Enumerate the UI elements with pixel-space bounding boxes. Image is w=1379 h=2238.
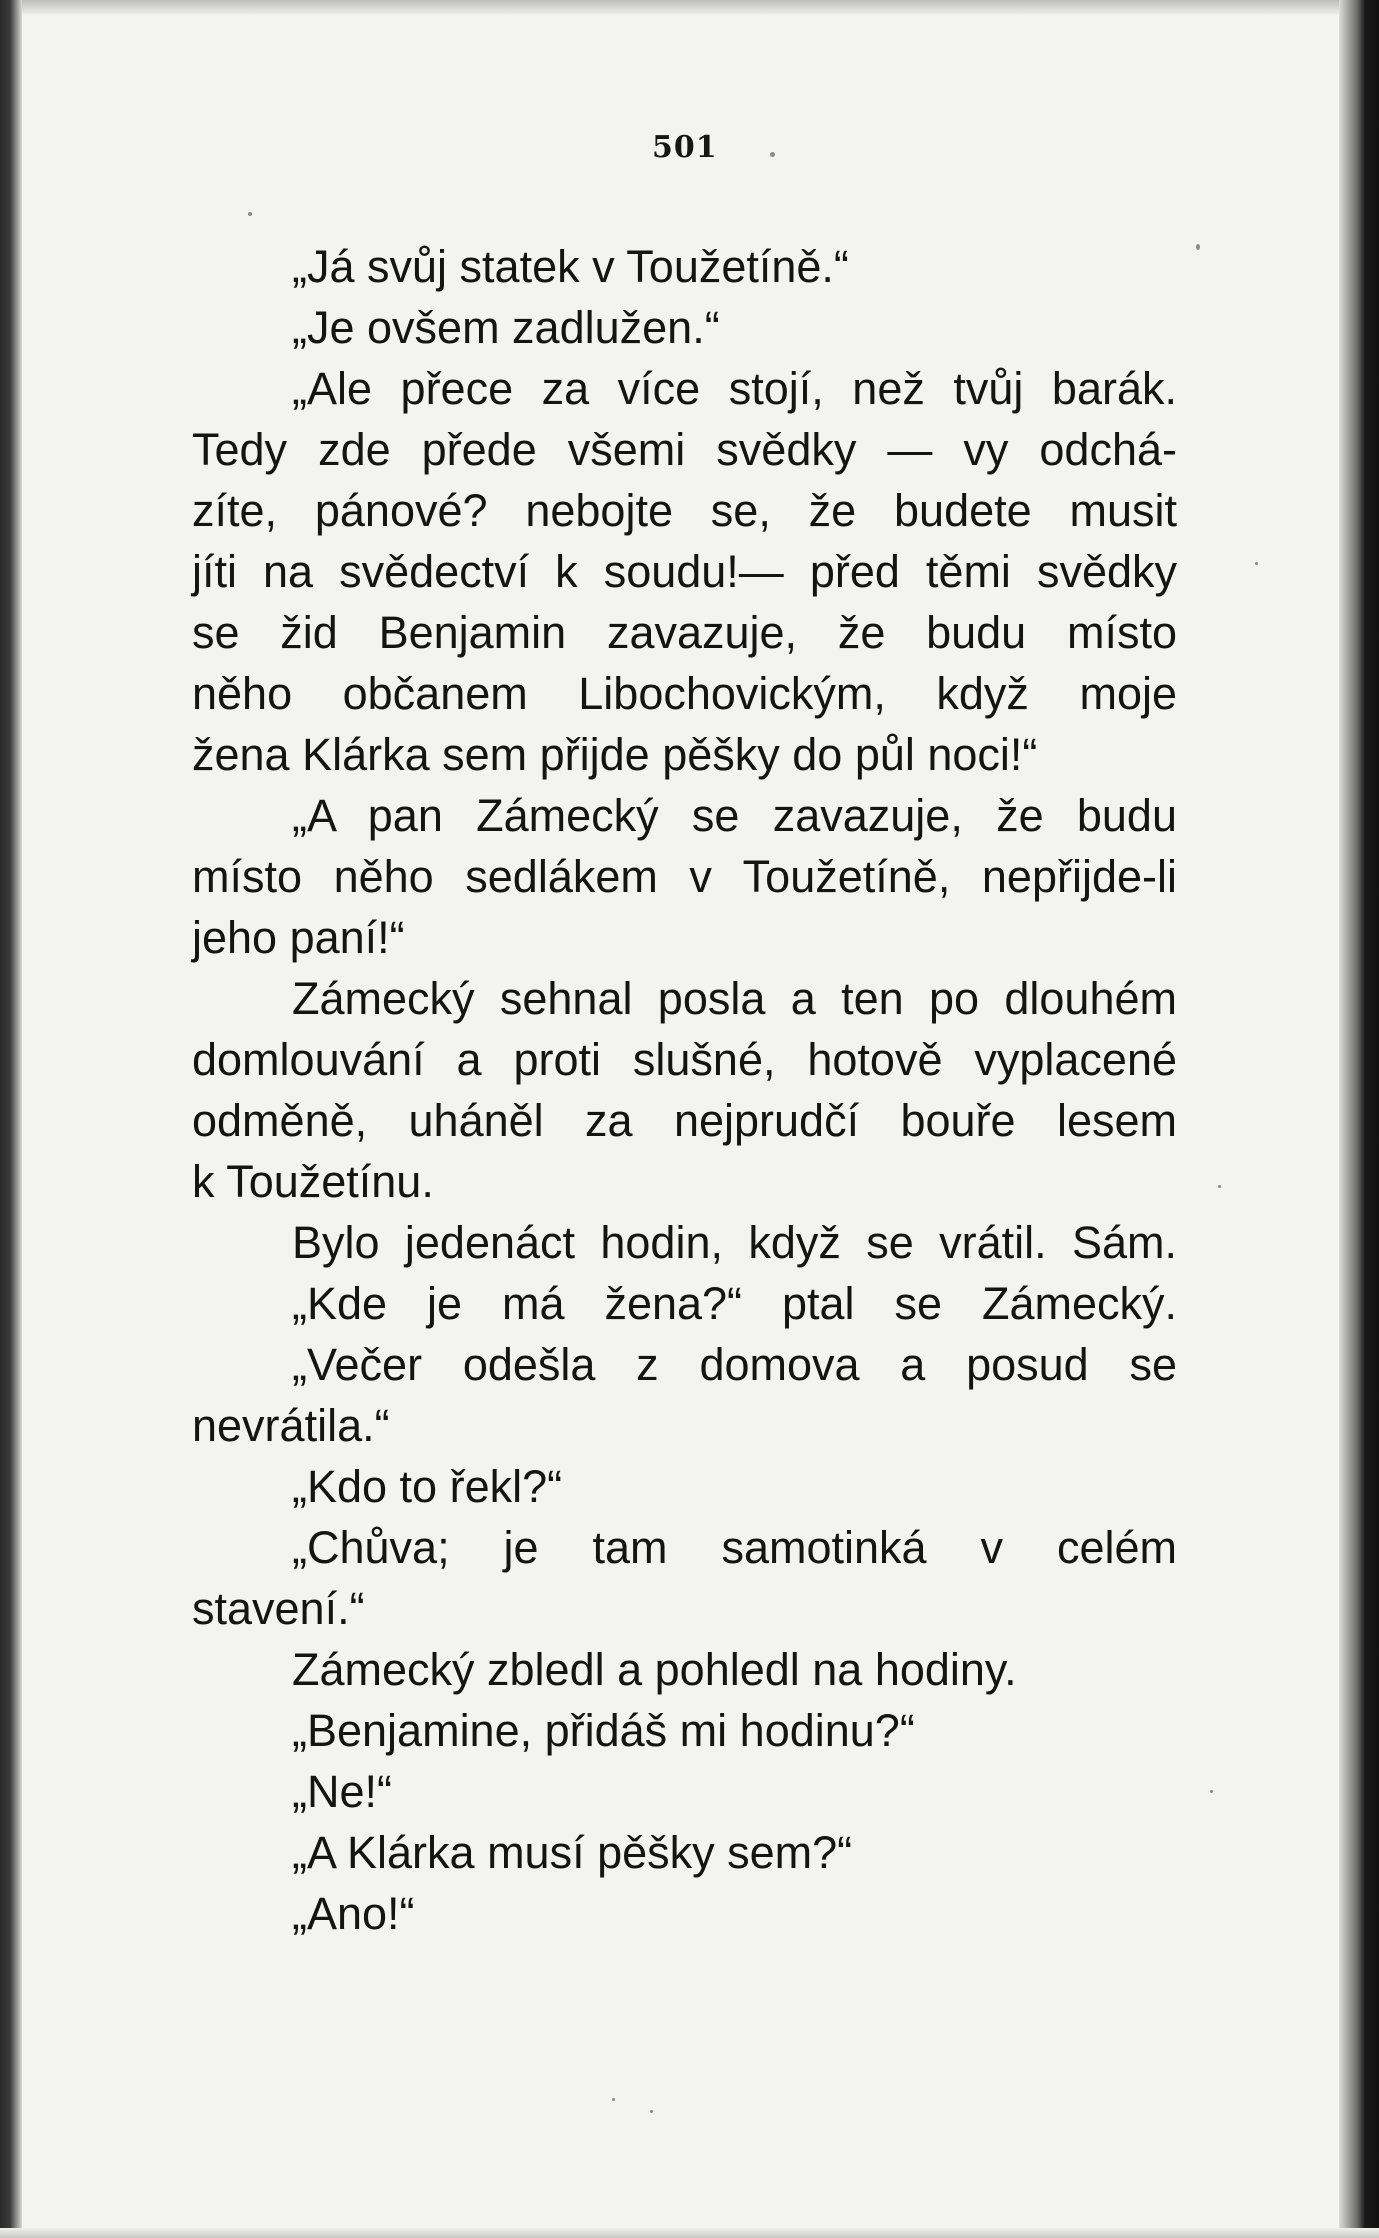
text-line: k Toužetínu. — [192, 1156, 434, 1207]
text-line: žena Klárka sem přijde pěšky do půl noci!“ — [192, 729, 1038, 780]
text-line: „Chůva; je tam samotinká v celém — [292, 1522, 1177, 1573]
text-line: se žid Benjamin zavazuje, že budu místo — [192, 607, 1177, 658]
page-bottom-edge — [0, 2228, 1379, 2238]
text-line: Tedy zde přede všemi svědky — vy odchá- — [192, 424, 1177, 475]
paper-speck — [650, 2110, 653, 2113]
text-line: „Benjamine, přidáš mi hodinu?“ — [292, 1705, 915, 1756]
page-body-text — [192, 236, 1177, 1944]
text-line: nevrátila.“ — [192, 1400, 390, 1451]
text-line: „Já svůj statek v Toužetíně.“ — [292, 241, 849, 292]
text-line: „Kdo to řekl?“ — [292, 1461, 563, 1512]
page-left-edge — [0, 0, 22, 2238]
page-top-edge — [0, 0, 1379, 14]
paper-speck — [770, 152, 775, 157]
text-line: „Je ovšem zadlužen.“ — [292, 302, 720, 353]
text-line: místo něho sedlákem v Toužetíně, nepřijde-li — [192, 851, 1177, 902]
text-line: jíti na svědectví k soudu!— před těmi svědky — [192, 546, 1177, 597]
text-line: „Ano!“ — [292, 1888, 415, 1939]
text-line: „Večer odešla z domova a posud se — [292, 1339, 1177, 1390]
paper-speck — [612, 2098, 615, 2101]
paper-speck — [1196, 244, 1200, 250]
text-line: domlouvání a proti slušné, hotově vyplacené — [192, 1034, 1177, 1085]
text-line: „Ne!“ — [292, 1766, 392, 1817]
text-line: „Kde je má žena?“ ptal se Zámecký. — [292, 1278, 1177, 1329]
text-line: Bylo jedenáct hodin, když se vrátil. Sám. — [292, 1217, 1177, 1268]
text-line: zíte, pánové? nebojte se, že budete musit — [192, 485, 1177, 536]
page-right-edge — [1339, 0, 1379, 2238]
text-line: jeho paní!“ — [192, 912, 405, 963]
paper-speck — [248, 212, 252, 216]
text-line: Zámecký sehnal posla a ten po dlouhém — [292, 973, 1177, 1024]
paper-speck — [1255, 562, 1258, 565]
text-line: Zámecký zbledl a pohledl na hodiny. — [292, 1644, 1017, 1695]
text-line: něho občanem Libochovickým, když moje — [192, 668, 1177, 719]
text-line: odměně, uháněl za nejprudčí bouře lesem — [192, 1095, 1177, 1146]
text-line: „Ale přece za více stojí, než tvůj barák. — [292, 363, 1177, 414]
text-line: „A pan Zámecký se zavazuje, že budu — [292, 790, 1177, 841]
paper-speck — [1210, 1790, 1213, 1793]
text-line: „A Klárka musí pěšky sem?“ — [292, 1827, 853, 1878]
paper-speck — [1218, 1185, 1221, 1188]
text-line: stavení.“ — [192, 1583, 365, 1634]
page-number: 501 — [652, 130, 718, 165]
